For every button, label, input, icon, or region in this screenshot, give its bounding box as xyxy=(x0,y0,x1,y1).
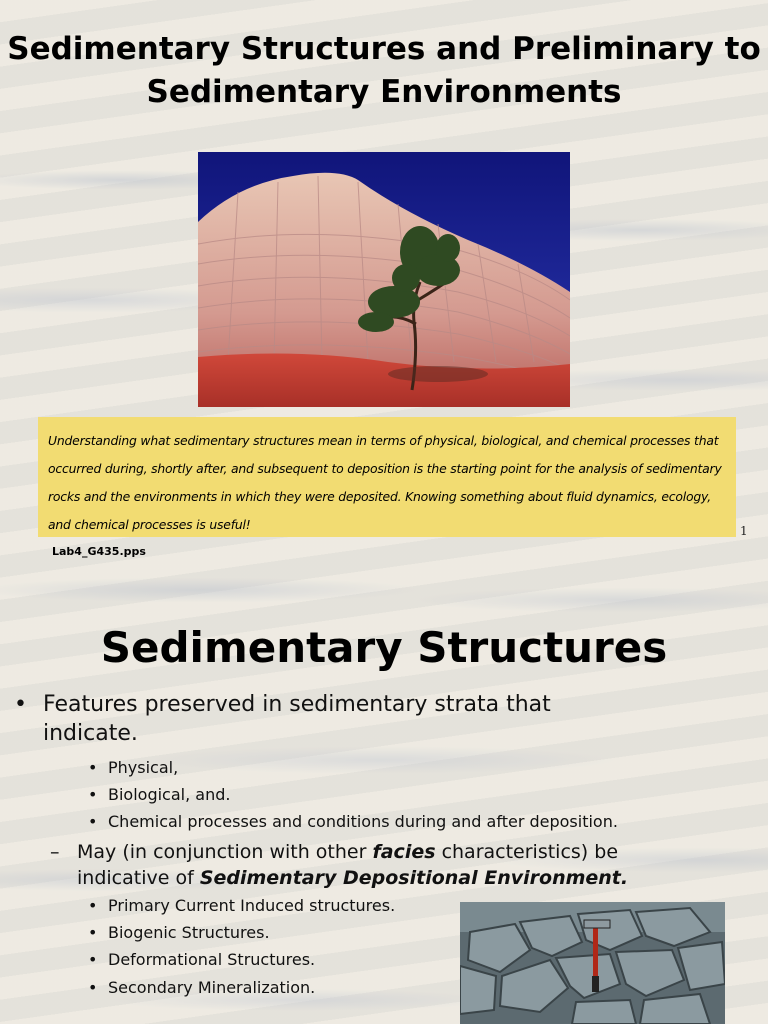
structure-item xyxy=(88,923,270,942)
structure-item xyxy=(88,950,315,969)
facies-term: facies xyxy=(372,841,436,863)
dash-marker: – xyxy=(50,841,60,863)
file-label: Lab4_G435.pps xyxy=(52,545,146,558)
bullet-marker: • xyxy=(88,896,98,915)
structure-text: Biogenic Structures. xyxy=(108,923,270,942)
checkerboard-mesa-photo xyxy=(198,152,570,407)
bullet-marker: • xyxy=(88,950,98,969)
structure-text: Primary Current Induced structures. xyxy=(108,896,396,915)
mud-cracks-photo xyxy=(460,902,725,1024)
caption-box xyxy=(38,417,736,537)
main-point xyxy=(14,690,614,748)
bullet-marker: • xyxy=(88,812,98,831)
structure-item xyxy=(88,978,315,997)
slide-2 xyxy=(0,580,768,1024)
sub-point xyxy=(88,758,178,777)
bullet-marker: • xyxy=(14,692,27,717)
slide-2-title: Sedimentary Structures xyxy=(100,623,668,672)
sub-point xyxy=(88,785,230,804)
structure-text: Secondary Mineralization. xyxy=(108,978,316,997)
facies-pre: May (in conjunction with other xyxy=(77,841,373,863)
caption-text: Understanding what sedimentary structures mean in terms of physical, biological, and chemical processes that occurred during, shortly after, and subsequent to deposition is the starting point for the analysis of sedimentary rocks and the environments in which they were deposited. Knowing something about fluid dynamics, ecology, and chemical processes is useful! xyxy=(48,433,722,532)
structure-item xyxy=(88,896,395,915)
sub-point xyxy=(88,812,618,831)
page-number: 1 xyxy=(740,524,748,538)
main-point-text: Features preserved in sedimentary strata that indicate. xyxy=(43,692,551,746)
facies-mid: characteristics) be indicative of xyxy=(77,841,619,889)
sub-point-text: Chemical processes and conditions during and after deposition. xyxy=(108,812,618,831)
bullet-marker: • xyxy=(88,758,98,777)
structure-text: Deformational Structures. xyxy=(108,950,316,969)
bullet-marker: • xyxy=(88,923,98,942)
sub-point-text: Biological, and. xyxy=(108,785,231,804)
facies-point-text xyxy=(77,839,670,891)
facies-point xyxy=(50,839,670,891)
bullet-marker: • xyxy=(88,785,98,804)
environment-term: Sedimentary Depositional Environment. xyxy=(199,867,629,889)
bullet-marker: • xyxy=(88,978,98,997)
slide-1-title: Sedimentary Structures and Preliminary to Sedimentary Environments xyxy=(7,31,761,110)
sub-point-text: Physical, xyxy=(108,758,179,777)
